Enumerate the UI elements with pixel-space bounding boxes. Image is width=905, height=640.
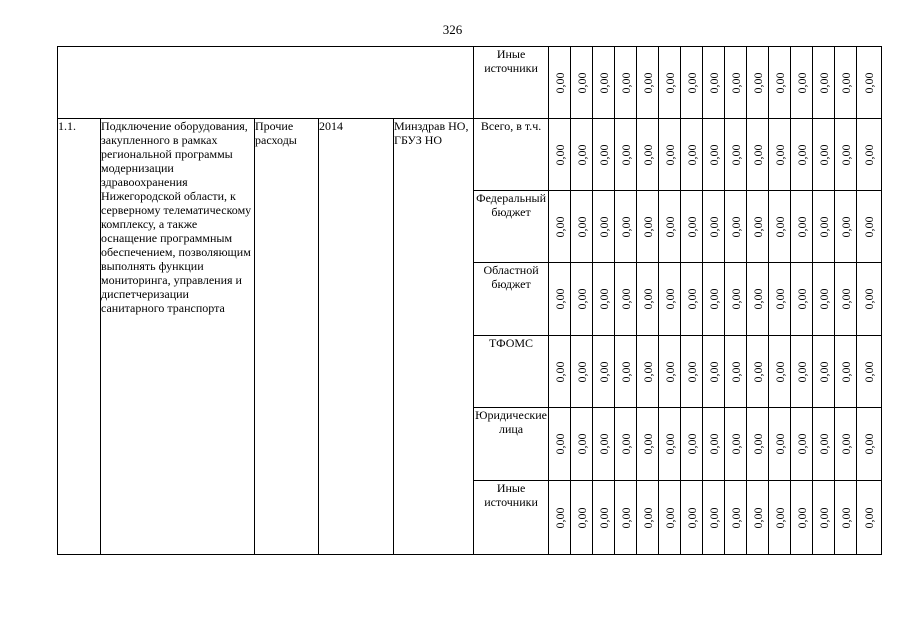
value-text: 0,00	[794, 144, 809, 165]
value-cell	[747, 336, 769, 408]
value-cell	[659, 191, 681, 263]
value-text: 0,00	[706, 216, 721, 237]
value-text: 0,00	[706, 72, 721, 93]
value-text: 0,00	[772, 144, 787, 165]
value-cell	[549, 336, 571, 408]
value-cell	[747, 191, 769, 263]
value-cell	[571, 408, 593, 481]
value-cell	[637, 263, 659, 336]
expense-type: Прочие расходы	[255, 119, 319, 555]
value-cell	[593, 408, 615, 481]
value-text: 0,00	[574, 433, 589, 455]
value-cell	[615, 47, 637, 119]
value-text: 0,00	[816, 288, 831, 310]
value-cell	[747, 47, 769, 119]
value-text: 0,00	[706, 288, 721, 310]
value-text: 0,00	[728, 144, 743, 165]
value-cell	[637, 191, 659, 263]
value-cell	[857, 408, 882, 481]
value-text: 0,00	[662, 433, 677, 455]
value-cell	[681, 191, 703, 263]
value-cell	[593, 191, 615, 263]
value-text: 0,00	[794, 72, 809, 93]
value-text: 0,00	[794, 216, 809, 237]
value-text: 0,00	[574, 144, 589, 165]
value-text: 0,00	[728, 507, 743, 528]
value-cell	[593, 47, 615, 119]
value-text: 0,00	[662, 288, 677, 310]
source-cell: ТФОМС	[474, 336, 549, 408]
table-row	[58, 47, 882, 119]
value-text: 0,00	[618, 507, 633, 528]
value-cell	[681, 408, 703, 481]
value-text: 0,00	[728, 72, 743, 93]
value-text: 0,00	[794, 361, 809, 382]
value-text: 0,00	[640, 433, 655, 455]
value-cell	[571, 263, 593, 336]
year: 2014	[319, 119, 394, 555]
value-cell	[791, 408, 813, 481]
value-cell	[681, 481, 703, 555]
value-text: 0,00	[862, 361, 877, 382]
page-number: 326	[442, 22, 463, 37]
value-text: 0,00	[838, 72, 853, 93]
value-text: 0,00	[574, 288, 589, 310]
value-text: 0,00	[662, 216, 677, 237]
value-text: 0,00	[684, 433, 699, 455]
value-cell	[615, 263, 637, 336]
value-text: 0,00	[618, 433, 633, 455]
value-cell	[593, 481, 615, 555]
value-cell	[813, 481, 835, 555]
value-text: 0,00	[640, 361, 655, 382]
source-cell: Федеральный бюджет	[474, 191, 549, 263]
value-cell	[637, 336, 659, 408]
value-text: 0,00	[552, 72, 567, 93]
value-cell	[659, 119, 681, 191]
value-text: 0,00	[684, 507, 699, 528]
value-text: 0,00	[552, 361, 567, 382]
value-cell	[549, 191, 571, 263]
value-cell	[703, 408, 725, 481]
value-cell	[637, 119, 659, 191]
value-text: 0,00	[706, 144, 721, 165]
value-text: 0,00	[862, 507, 877, 528]
value-cell	[681, 336, 703, 408]
value-cell	[791, 47, 813, 119]
value-cell	[791, 191, 813, 263]
source-cell: Иные источники	[474, 481, 549, 555]
value-cell	[659, 47, 681, 119]
value-text: 0,00	[684, 288, 699, 310]
value-text: 0,00	[862, 144, 877, 165]
value-cell	[769, 263, 791, 336]
value-cell	[703, 336, 725, 408]
value-text: 0,00	[640, 216, 655, 237]
value-cell	[659, 263, 681, 336]
value-text: 0,00	[618, 288, 633, 310]
value-cell	[659, 336, 681, 408]
value-text: 0,00	[552, 288, 567, 310]
value-text: 0,00	[596, 144, 611, 165]
value-text: 0,00	[574, 361, 589, 382]
value-cell	[857, 481, 882, 555]
value-cell	[747, 408, 769, 481]
value-cell	[769, 191, 791, 263]
value-cell	[835, 119, 857, 191]
value-text: 0,00	[750, 507, 765, 528]
value-text: 0,00	[596, 507, 611, 528]
value-cell	[549, 119, 571, 191]
value-text: 0,00	[706, 361, 721, 382]
value-text: 0,00	[794, 507, 809, 528]
value-cell	[769, 119, 791, 191]
value-cell	[857, 263, 882, 336]
empty-merged-cell	[58, 47, 474, 119]
value-cell	[571, 481, 593, 555]
value-cell	[725, 47, 747, 119]
value-text: 0,00	[816, 72, 831, 93]
value-text: 0,00	[728, 361, 743, 382]
value-cell	[747, 119, 769, 191]
value-cell	[725, 481, 747, 555]
value-text: 0,00	[640, 144, 655, 165]
value-cell	[659, 481, 681, 555]
value-text: 0,00	[552, 216, 567, 237]
value-cell	[681, 47, 703, 119]
value-cell	[813, 119, 835, 191]
value-text: 0,00	[640, 507, 655, 528]
value-text: 0,00	[728, 216, 743, 237]
source-cell: Всего, в т.ч.	[474, 119, 549, 191]
value-cell	[571, 336, 593, 408]
value-text: 0,00	[772, 288, 787, 310]
value-text: 0,00	[750, 72, 765, 93]
value-cell	[681, 119, 703, 191]
source-cell: Областной бюджет	[474, 263, 549, 336]
value-text: 0,00	[618, 361, 633, 382]
value-cell	[659, 408, 681, 481]
value-cell	[703, 481, 725, 555]
value-text: 0,00	[838, 288, 853, 310]
value-cell	[549, 263, 571, 336]
value-cell	[813, 336, 835, 408]
value-text: 0,00	[618, 216, 633, 237]
value-text: 0,00	[750, 288, 765, 310]
value-cell	[703, 263, 725, 336]
value-cell	[747, 481, 769, 555]
value-cell	[725, 119, 747, 191]
value-text: 0,00	[640, 288, 655, 310]
value-text: 0,00	[552, 433, 567, 455]
value-cell	[769, 47, 791, 119]
value-text: 0,00	[838, 216, 853, 237]
value-cell	[549, 47, 571, 119]
value-cell	[769, 336, 791, 408]
value-text: 0,00	[684, 72, 699, 93]
value-cell	[835, 263, 857, 336]
value-cell	[769, 408, 791, 481]
value-text: 0,00	[596, 433, 611, 455]
value-text: 0,00	[574, 507, 589, 528]
value-cell	[703, 47, 725, 119]
value-text: 0,00	[662, 361, 677, 382]
value-text: 0,00	[640, 72, 655, 93]
item-description: Подключение оборудования, закупленного в рамках региональной программы модернизации здравоохранения Нижегородской области, к серверному телематическому комплексу, а также оснащение программным обеспечением, позволяющим выполнять функции мониторинга, управления и диспетчеризации санитарного транспорта	[101, 119, 255, 555]
value-cell	[637, 408, 659, 481]
value-text: 0,00	[838, 144, 853, 165]
value-text: 0,00	[816, 361, 831, 382]
value-text: 0,00	[862, 288, 877, 310]
value-cell	[813, 191, 835, 263]
value-text: 0,00	[706, 433, 721, 455]
value-cell	[725, 191, 747, 263]
value-text: 0,00	[662, 144, 677, 165]
value-text: 0,00	[596, 72, 611, 93]
budget-table	[57, 46, 882, 555]
value-cell	[593, 336, 615, 408]
value-cell	[791, 336, 813, 408]
value-text: 0,00	[618, 72, 633, 93]
value-text: 0,00	[750, 216, 765, 237]
value-cell	[703, 191, 725, 263]
value-cell	[791, 263, 813, 336]
value-text: 0,00	[772, 507, 787, 528]
value-cell	[637, 47, 659, 119]
value-cell	[813, 263, 835, 336]
value-text: 0,00	[618, 144, 633, 165]
value-text: 0,00	[772, 216, 787, 237]
value-cell	[615, 336, 637, 408]
value-cell	[835, 191, 857, 263]
value-cell	[835, 481, 857, 555]
value-text: 0,00	[596, 361, 611, 382]
value-cell	[615, 481, 637, 555]
value-cell	[615, 408, 637, 481]
value-text: 0,00	[816, 216, 831, 237]
value-text: 0,00	[662, 507, 677, 528]
value-text: 0,00	[750, 361, 765, 382]
value-cell	[725, 408, 747, 481]
value-text: 0,00	[816, 144, 831, 165]
value-cell	[857, 47, 882, 119]
value-text: 0,00	[816, 507, 831, 528]
value-text: 0,00	[552, 507, 567, 528]
value-text: 0,00	[838, 507, 853, 528]
value-cell	[813, 408, 835, 481]
value-text: 0,00	[772, 361, 787, 382]
value-text: 0,00	[838, 433, 853, 455]
value-text: 0,00	[772, 433, 787, 455]
value-cell	[549, 408, 571, 481]
source-cell: Юридические лица	[474, 408, 549, 481]
value-text: 0,00	[862, 72, 877, 93]
value-text: 0,00	[684, 361, 699, 382]
table-row	[58, 119, 882, 191]
value-text: 0,00	[794, 433, 809, 455]
value-text: 0,00	[862, 433, 877, 455]
value-cell	[813, 47, 835, 119]
value-cell	[835, 336, 857, 408]
executor: Минздрав НО, ГБУЗ НО	[394, 119, 474, 555]
value-text: 0,00	[728, 433, 743, 455]
value-cell	[835, 408, 857, 481]
value-text: 0,00	[750, 433, 765, 455]
value-text: 0,00	[684, 144, 699, 165]
value-text: 0,00	[862, 216, 877, 237]
value-cell	[703, 119, 725, 191]
value-text: 0,00	[816, 433, 831, 455]
value-cell	[835, 47, 857, 119]
value-text: 0,00	[838, 361, 853, 382]
value-text: 0,00	[728, 288, 743, 310]
value-text: 0,00	[574, 72, 589, 93]
value-text: 0,00	[574, 216, 589, 237]
value-text: 0,00	[662, 72, 677, 93]
value-text: 0,00	[794, 288, 809, 310]
value-text: 0,00	[552, 144, 567, 165]
value-cell	[549, 481, 571, 555]
value-text: 0,00	[596, 288, 611, 310]
value-cell	[791, 481, 813, 555]
source-cell: Иные источники	[474, 47, 549, 119]
value-cell	[791, 119, 813, 191]
value-cell	[857, 336, 882, 408]
value-cell	[857, 119, 882, 191]
value-text: 0,00	[596, 216, 611, 237]
value-cell	[571, 119, 593, 191]
value-cell	[747, 263, 769, 336]
value-cell	[857, 191, 882, 263]
value-cell	[725, 263, 747, 336]
value-text: 0,00	[772, 72, 787, 93]
value-cell	[571, 191, 593, 263]
value-cell	[681, 263, 703, 336]
value-cell	[637, 481, 659, 555]
value-cell	[593, 263, 615, 336]
value-cell	[725, 336, 747, 408]
value-text: 0,00	[706, 507, 721, 528]
value-cell	[593, 119, 615, 191]
value-text: 0,00	[684, 216, 699, 237]
item-number: 1.1.	[58, 119, 101, 555]
value-cell	[769, 481, 791, 555]
value-text: 0,00	[750, 144, 765, 165]
value-cell	[571, 47, 593, 119]
value-cell	[615, 119, 637, 191]
value-cell	[615, 191, 637, 263]
